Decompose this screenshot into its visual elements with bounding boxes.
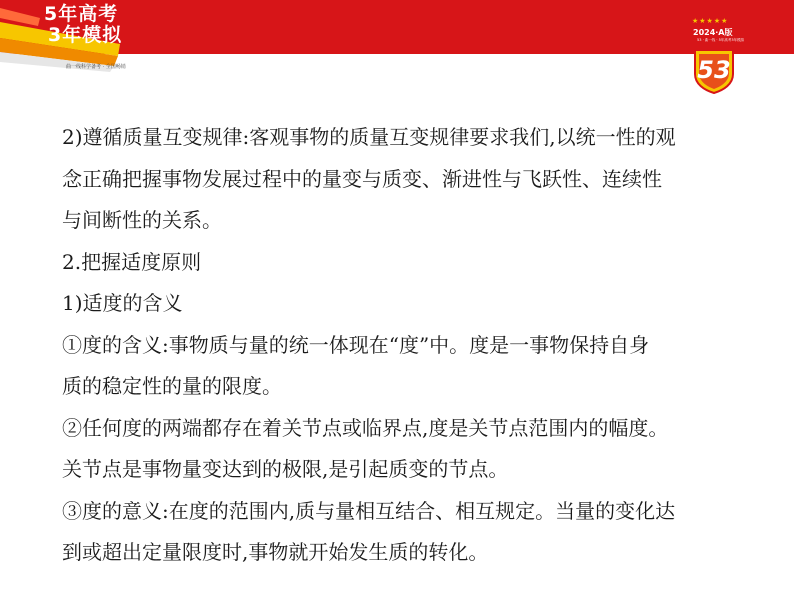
text-line: 念正确把握事物发展过程中的量变与质变、渐进性与飞跃性、连续性 <box>62 166 662 191</box>
section-heading: 2.把握适度原则 <box>62 249 202 274</box>
badge-edition: 2024·A版 <box>693 28 733 37</box>
subsection-heading: 1)适度的含义 <box>62 291 183 315</box>
text-line: 2)遵循质量互变规律:客观事物的质量互变规律要求我们,以统一性的观 <box>62 125 676 149</box>
text-line: ②任何度的两端都存在着关节点或临界点,度是关节点范围内的幅度。 <box>62 415 669 440</box>
badge-subtitle: 53 · 曲一线 · 5年高考3年模拟 <box>697 38 745 42</box>
text-line: 到或超出定量限度时,事物就开始发生质的转化。 <box>62 540 489 564</box>
text-line: ③度的意义:在度的范围内,质与量相互结合、相互规定。当量的变化达 <box>62 498 676 523</box>
brand-tagline: 曲一线科学备考 · 全国畅销 <box>66 64 126 70</box>
brand-line-2: 3年模拟 <box>48 24 123 46</box>
edition-badge <box>689 17 745 94</box>
text-line: 质的稳定性的量的限度。 <box>62 374 282 398</box>
brand-logo <box>0 0 130 80</box>
text-line: ①度的含义:事物质与量的统一体现在“度”中。度是一事物保持自身 <box>62 332 650 357</box>
text-line: 关节点是事物量变达到的极限,是引起质变的节点。 <box>62 457 509 481</box>
badge-number: 53 <box>697 56 731 84</box>
text-line: 与间断性的关系。 <box>62 208 222 232</box>
body-text <box>62 117 762 574</box>
brand-line-1: 5年高考 <box>44 3 119 25</box>
brand-name <box>44 4 122 46</box>
stars-icon: ★★★★★ <box>692 17 729 25</box>
